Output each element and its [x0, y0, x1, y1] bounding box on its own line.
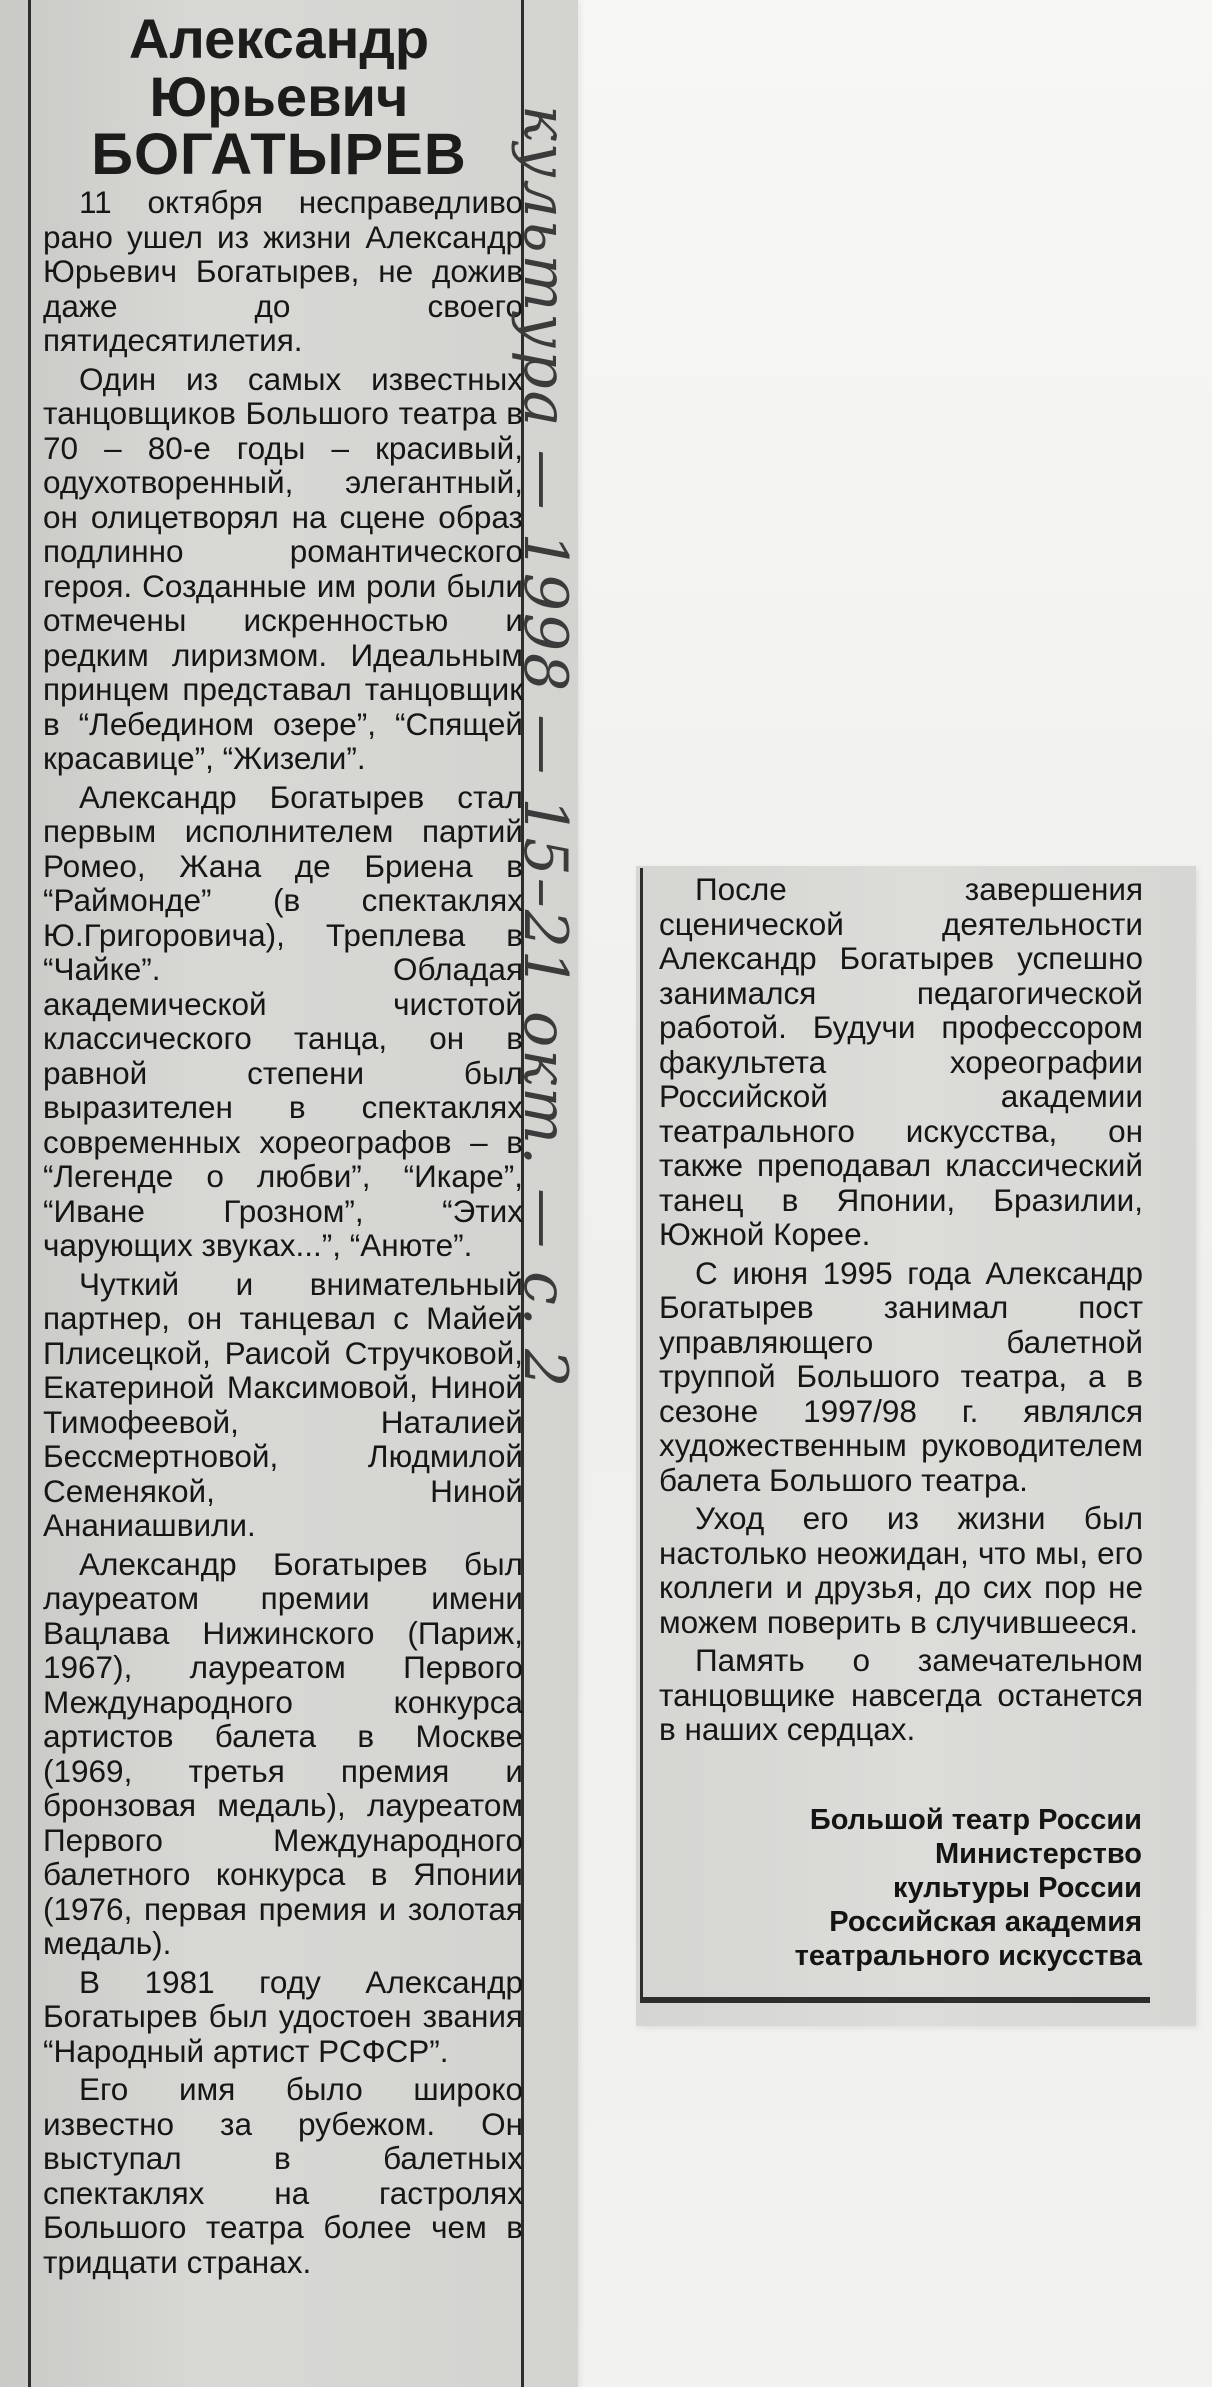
- left-paragraph-2: Один из самых известных танцовщиков Большого театра в 70 – 80-е годы – красивый, одухотворенный, элегантный, он олицетворял на сцене образ подлинно романтического героя. Созданные им роли были отмечены искренностью и редким лиризмом. Идеальным принцем представал танцовщик в “Лебедином озере”, “Спящей красавице”, “Жизели”.: [43, 360, 523, 776]
- left-column: [28, 0, 524, 2387]
- left-paragraph-4: Чуткий и внимательный партнер, он танцевал с Майей Плисецкой, Раисой Стручковой, Екатериной Максимовой, Ниной Тимофеевой, Наталией Бессмертновой, Людмилой Семенякой, Ниной Ананиашвили.: [43, 1265, 523, 1543]
- headline-patronymic: Юрьевич: [149, 65, 409, 128]
- right-paragraph-2: С июня 1995 года Александр Богатырев занимал пост управляющего балетной труппой Большого театра, а в сезоне 1997/98 г. являлся художественным руководителем балета Большого театра.: [659, 1254, 1143, 1498]
- right-paragraph-1: После завершения сценической деятельности Александр Богатырев успешно занимался педагогической работой. Будучи профессором факультета хореографии Российской академии театрального искусства, он также преподавал классический танец в Японии, Бразилии, Южной Корее.: [659, 871, 1143, 1252]
- handwritten-note: [505, 105, 585, 1390]
- left-paragraph-5: Александр Богатырев был лауреатом премии имени Вацлава Нижинского (Париж, 1967), лауреатом Первого Международного конкурса артистов балета в Москве (1969, третья премия и бронзовая медаль), лауреатом Первого Международного балетного конкурса в Японии (1976, первая премия и золотая медаль).: [43, 1545, 523, 1961]
- left-paragraph-1: 11 октября несправедливо рано ушел из жизни Александр Юрьевич Богатырев, не дожив даже до своего пятидесятилетия.: [43, 184, 523, 358]
- headline-first-name: Александр: [128, 7, 430, 70]
- left-article-body: [43, 185, 523, 2283]
- signature-line-1: Большой театр России: [809, 1804, 1142, 1836]
- right-article-body: [659, 872, 1143, 1751]
- left-paragraph-6: В 1981 году Александр Богатырев был удостоен звания “Народный артист РСФСР”.: [43, 1963, 523, 2069]
- signature-line-2: Министерство: [935, 1838, 1142, 1870]
- signature-line-3: культуры России: [892, 1872, 1142, 1904]
- headline-surname: БОГАТЫРЕВ: [91, 122, 467, 187]
- signature-line-5: театрального искусства: [794, 1940, 1142, 1972]
- right-column: [640, 868, 1150, 2003]
- right-paragraph-3: Уход его из жизни был настолько неожидан, что мы, его коллеги и друзья, до сих пор не можем поверить в случившееся.: [659, 1500, 1143, 1640]
- handwritten-note-text: культура — 1998 — 15–21 окт. — с. 2: [510, 105, 580, 1390]
- headline: [35, 7, 523, 187]
- right-paragraph-4: Память о замечательном танцовщике навсегда останется в наших сердцах.: [659, 1642, 1143, 1747]
- left-paragraph-7: Его имя было широко известно за рубежом. Он выступал в балетных спектаклях на гастролях Большого театра более чем в тридцати странах.: [43, 2071, 523, 2280]
- signature-line-4: Российская академия: [829, 1906, 1142, 1938]
- left-paragraph-3: Александр Богатырев стал первым исполнителем партий Ромео, Жана де Бриена в “Раймонде” (в спектаклях Ю.Григоровича), Треплева в “Чайке”. Обладая академической чистотой классического танца, он в равной степени был выразителен в спектаклях современных хореографов – в “Легенде о любви”, “Икаре”, “Иване Грозном”, “Этих чарующих звуках...”, “Анюте”.: [43, 778, 523, 1263]
- signature-block: [662, 1803, 1142, 1973]
